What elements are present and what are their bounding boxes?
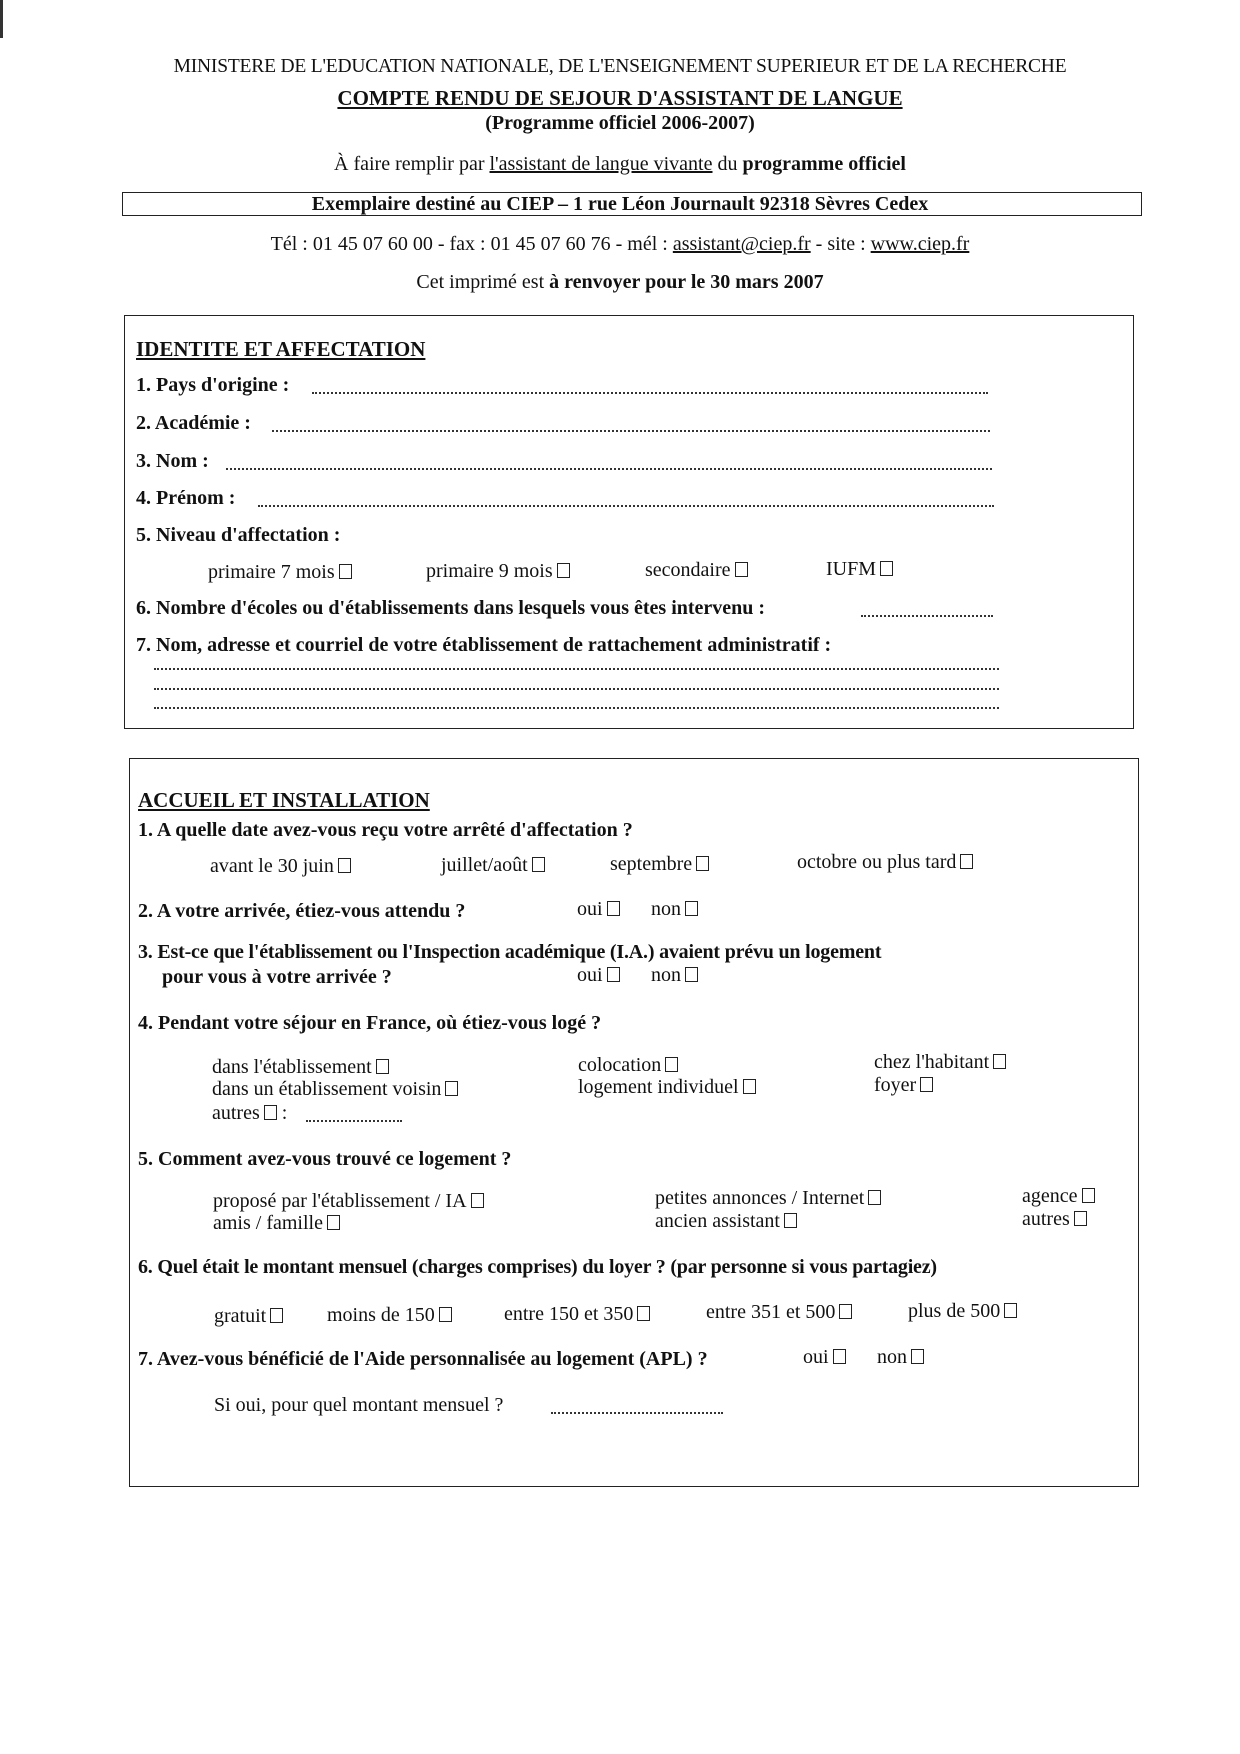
q-loge-label: 4. Pendant votre séjour en France, où étiez-vous logé ?	[138, 1012, 602, 1034]
niveau-option-1-label: primaire 7 mois	[208, 561, 335, 583]
loge-autres-checkbox[interactable]	[264, 1105, 277, 1120]
nombre-input-line[interactable]	[861, 615, 993, 617]
q-prenom-label: 4. Prénom :	[136, 487, 236, 509]
attendu-non-label: non	[651, 898, 681, 920]
date-option-3-label: septembre	[610, 853, 693, 875]
date-option-3	[610, 853, 709, 876]
loyer-option-3	[504, 1303, 650, 1326]
q-loyer-label: 6. Quel était le montant mensuel (charges comprises) du loyer ? (par personne si vous partagiez)	[138, 1256, 937, 1278]
trouve-option-1-label: proposé par l'établissement / IA	[213, 1190, 467, 1212]
contact-email-link[interactable]: assistant@ciep.fr	[672, 233, 811, 255]
exemplaire-line: Exemplaire destiné au CIEP – 1 rue Léon Journault 92318 Sèvres Cedex	[311, 193, 929, 215]
trouve-option-3	[1022, 1185, 1095, 1208]
programme-line: (Programme officiel 2006-2007)	[485, 112, 755, 134]
date-option-4	[797, 851, 973, 874]
loyer-option-1-label: gratuit	[214, 1305, 267, 1327]
apl-montant-input-line[interactable]	[551, 1412, 723, 1414]
loyer-option-3-checkbox[interactable]	[637, 1306, 650, 1321]
logement-prevu-oui	[577, 964, 620, 987]
loyer-option-4-checkbox[interactable]	[839, 1304, 852, 1319]
loyer-option-3-label: entre 150 et 350	[504, 1303, 634, 1325]
apl-oui-checkbox[interactable]	[833, 1349, 846, 1364]
loge-option-1	[212, 1056, 389, 1079]
loge-option-5-label: logement individuel	[578, 1076, 739, 1098]
scan-edge-mark	[0, 0, 3, 38]
loyer-option-2-label: moins de 150	[327, 1304, 435, 1326]
date-option-2-checkbox[interactable]	[532, 857, 545, 872]
loyer-option-5-checkbox[interactable]	[1004, 1303, 1017, 1318]
instruction-link: l'assistant de langue vivante	[489, 153, 713, 175]
attendu-non	[651, 898, 698, 921]
niveau-option-1-checkbox[interactable]	[339, 564, 352, 579]
rattachement-input-line-1[interactable]	[154, 668, 999, 670]
trouve-option-3-checkbox[interactable]	[1082, 1188, 1095, 1203]
date-option-3-checkbox[interactable]	[696, 856, 709, 871]
q-date-label: 1. A quelle date avez-vous reçu votre arrêté d'affectation ?	[138, 819, 633, 841]
loge-option-3-label: chez l'habitant	[874, 1051, 990, 1073]
apl-non	[877, 1346, 924, 1369]
niveau-option-2-checkbox[interactable]	[557, 563, 570, 578]
q-nombre-label: 6. Nombre d'écoles ou d'établissements dans lesquels vous êtes intervenu :	[136, 597, 766, 619]
loge-autres-label: autres	[212, 1102, 260, 1124]
trouve-option-6	[1022, 1208, 1087, 1231]
document-title: COMPTE RENDU DE SEJOUR D'ASSISTANT DE LANGUE	[337, 86, 903, 110]
rattachement-input-line-3[interactable]	[154, 707, 999, 709]
trouve-option-4	[213, 1212, 340, 1235]
loyer-option-4	[706, 1301, 852, 1324]
logement-prevu-non-label: non	[651, 964, 681, 986]
loyer-option-5-label: plus de 500	[908, 1300, 1001, 1322]
q-niveau-label: 5. Niveau d'affectation :	[136, 524, 341, 546]
return-bold: à renvoyer pour le 30 mars 2007	[549, 271, 824, 293]
logement-prevu-non-checkbox[interactable]	[685, 967, 698, 982]
q-trouve-label: 5. Comment avez-vous trouvé ce logement ?	[138, 1148, 512, 1170]
loge-option-1-checkbox[interactable]	[376, 1059, 389, 1074]
instruction-line	[0, 153, 1240, 176]
date-option-4-label: octobre ou plus tard	[797, 851, 957, 873]
attendu-oui-label: oui	[577, 898, 603, 920]
loge-option-5-checkbox[interactable]	[743, 1079, 756, 1094]
trouve-option-2	[655, 1187, 881, 1210]
attendu-oui-checkbox[interactable]	[607, 901, 620, 916]
apl-non-checkbox[interactable]	[911, 1349, 924, 1364]
loge-option-2-checkbox[interactable]	[665, 1057, 678, 1072]
loyer-option-2-checkbox[interactable]	[439, 1307, 452, 1322]
loge-option-6-checkbox[interactable]	[920, 1077, 933, 1092]
niveau-option-4	[826, 558, 893, 581]
q-logement-prevu-label: 3. Est-ce que l'établissement ou l'Inspection académique (I.A.) avaient prévu un logement	[138, 941, 882, 963]
q-nom-label: 3. Nom :	[136, 450, 209, 472]
contact-line	[0, 233, 1240, 256]
loge-option-1-label: dans l'établissement	[212, 1056, 372, 1078]
q-academie-label: 2. Académie :	[136, 412, 251, 434]
trouve-option-4-label: amis / famille	[213, 1212, 323, 1234]
trouve-option-2-label: petites annonces / Internet	[655, 1187, 865, 1209]
loge-option-3-checkbox[interactable]	[993, 1054, 1006, 1069]
loge-option-6-label: foyer	[874, 1074, 917, 1096]
q-apl-label: 7. Avez-vous bénéficié de l'Aide personnalisée au logement (APL) ?	[138, 1348, 708, 1370]
return-pre: Cet imprimé est	[416, 271, 550, 293]
loge-option-3	[874, 1051, 1006, 1074]
accueil-heading: ACCUEIL ET INSTALLATION	[138, 788, 430, 812]
rattachement-input-line-2[interactable]	[154, 688, 999, 690]
loyer-option-1	[214, 1305, 283, 1328]
loyer-option-4-label: entre 351 et 500	[706, 1301, 836, 1323]
trouve-option-3-label: agence	[1022, 1185, 1078, 1207]
date-option-2-label: juillet/août	[441, 854, 528, 876]
apl-oui	[803, 1346, 846, 1369]
loyer-option-2	[327, 1304, 452, 1327]
instruction-bold: programme officiel	[742, 153, 906, 175]
trouve-option-1-checkbox[interactable]	[471, 1193, 484, 1208]
trouve-option-6-label: autres	[1022, 1208, 1070, 1230]
loge-autres-colon: :	[276, 1102, 288, 1124]
q-pays-label: 1. Pays d'origine :	[136, 374, 290, 396]
loge-autres	[212, 1102, 287, 1125]
nom-input-line[interactable]	[226, 468, 992, 470]
date-option-1-checkbox[interactable]	[338, 858, 351, 873]
niveau-option-3	[645, 559, 748, 582]
trouve-option-1	[213, 1190, 484, 1213]
contact-mid: - site :	[810, 233, 871, 255]
niveau-option-2-label: primaire 9 mois	[426, 560, 553, 582]
date-option-2	[441, 854, 545, 877]
contact-pre: Tél : 01 45 07 60 00 - fax : 01 45 07 60 76 - mél :	[270, 233, 673, 255]
apl-non-label: non	[877, 1346, 907, 1368]
date-option-4-checkbox[interactable]	[960, 854, 973, 869]
niveau-option-1	[208, 561, 352, 584]
instruction-pre: À faire remplir par	[334, 153, 490, 175]
niveau-option-2	[426, 560, 570, 583]
apl-montant-label: Si oui, pour quel montant mensuel ?	[214, 1394, 504, 1416]
attendu-oui	[577, 898, 620, 921]
apl-oui-label: oui	[803, 1346, 829, 1368]
instruction-mid: du	[712, 153, 743, 175]
trouve-option-6-checkbox[interactable]	[1074, 1211, 1087, 1226]
loge-option-4-checkbox[interactable]	[445, 1081, 458, 1096]
attendu-non-checkbox[interactable]	[685, 901, 698, 916]
niveau-option-4-label: IUFM	[826, 558, 877, 580]
academie-input-line[interactable]	[272, 430, 990, 432]
q-attendu-label: 2. A votre arrivée, étiez-vous attendu ?	[138, 900, 466, 922]
loge-autres-input-line[interactable]	[306, 1120, 402, 1122]
date-option-1-label: avant le 30 juin	[210, 855, 334, 877]
q-logement-prevu-label-2: pour vous à votre arrivée ?	[162, 966, 392, 988]
niveau-option-3-label: secondaire	[645, 559, 731, 581]
loge-option-4-label: dans un établissement voisin	[212, 1078, 442, 1100]
loge-option-4	[212, 1078, 458, 1101]
loge-option-5	[578, 1076, 756, 1099]
niveau-option-3-checkbox[interactable]	[735, 562, 748, 577]
niveau-option-4-checkbox[interactable]	[880, 561, 893, 576]
trouve-option-5-label: ancien assistant	[655, 1210, 780, 1232]
loyer-option-1-checkbox[interactable]	[270, 1308, 283, 1323]
ministry-line: MINISTERE DE L'EDUCATION NATIONALE, DE L'ENSEIGNEMENT SUPERIEUR ET DE LA RECHERCHE	[173, 56, 1067, 77]
trouve-option-2-checkbox[interactable]	[868, 1190, 881, 1205]
logement-prevu-oui-checkbox[interactable]	[607, 967, 620, 982]
loge-option-2-label: colocation	[578, 1054, 662, 1076]
identite-heading: IDENTITE ET AFFECTATION	[136, 337, 426, 361]
pays-input-line[interactable]	[312, 392, 988, 394]
logement-prevu-oui-label: oui	[577, 964, 603, 986]
loge-option-2	[578, 1054, 678, 1077]
loge-option-6	[874, 1074, 933, 1097]
q-rattachement-label: 7. Nom, adresse et courriel de votre établissement de rattachement administratif :	[136, 634, 832, 656]
prenom-input-line[interactable]	[258, 505, 994, 507]
loyer-option-5	[908, 1300, 1017, 1323]
trouve-option-5	[655, 1210, 797, 1233]
trouve-option-4-checkbox[interactable]	[327, 1215, 340, 1230]
logement-prevu-non	[651, 964, 698, 987]
date-option-1	[210, 855, 351, 878]
contact-site-link[interactable]: www.ciep.fr	[870, 233, 970, 255]
return-line	[0, 271, 1240, 294]
trouve-option-5-checkbox[interactable]	[784, 1213, 797, 1228]
